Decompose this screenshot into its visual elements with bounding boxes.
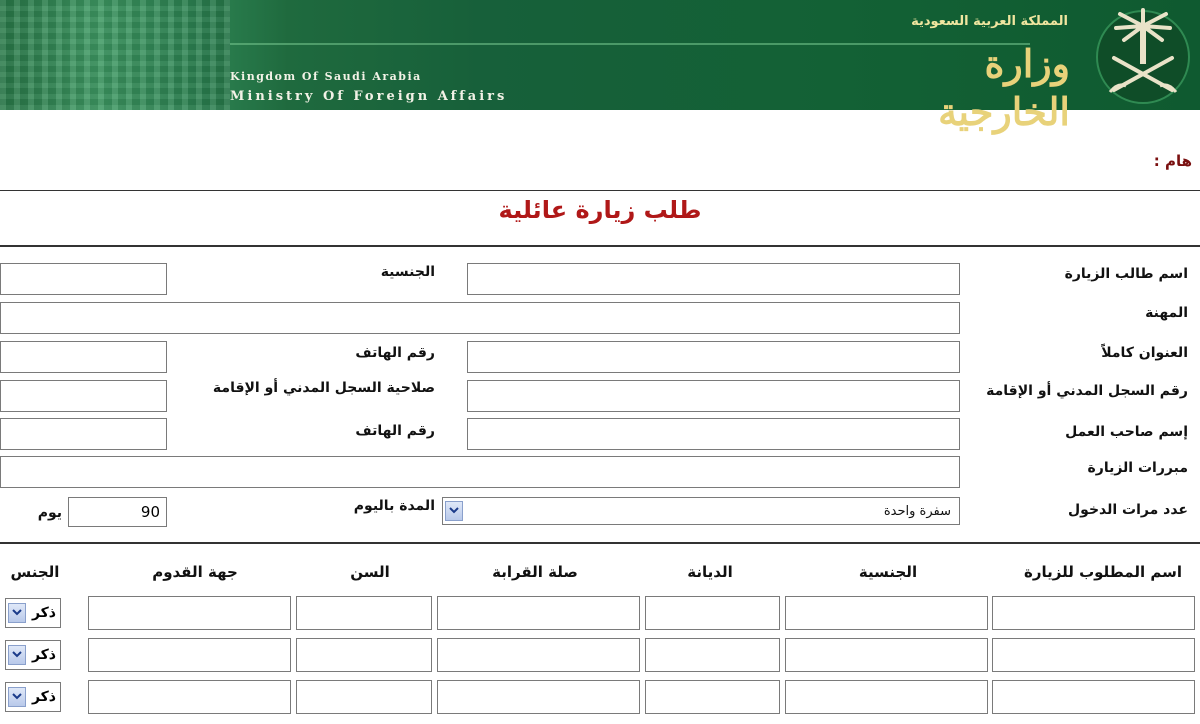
employer-name-input[interactable] [467,418,960,450]
divider [0,190,1200,191]
employer-name-label: إسم صاحب العمل [1065,424,1188,440]
form-title: طلب زيارة عائلية [498,196,702,224]
day-unit-label: يوم [37,505,62,521]
divider [0,542,1200,544]
profession-input[interactable] [0,302,960,334]
visitor-nationality-input[interactable] [785,596,988,630]
gender-selected-value: ذكر [31,605,56,621]
header-origin: جهة القدوم [152,563,238,581]
banner-english-kingdom: Kingdom Of Saudi Arabia [230,70,422,83]
header-nationality: الجنسية [858,563,918,581]
header-gender: الجنس [10,563,60,581]
civil-validity-input[interactable] [0,380,167,412]
visitor-age-input[interactable] [296,596,432,630]
visit-reasons-input[interactable] [0,456,960,488]
nationality-input[interactable] [0,263,167,295]
visitor-religion-input[interactable] [645,680,780,714]
visitor-origin-input[interactable] [88,680,291,714]
visitor-age-input[interactable] [296,638,432,672]
full-address-label: العنوان كاملاً [1101,345,1188,361]
visitor-religion-input[interactable] [645,638,780,672]
header-religion: الديانة [687,563,733,581]
visitor-origin-input[interactable] [88,596,291,630]
saudi-emblem-icon [1090,2,1196,108]
visitor-age-input[interactable] [296,680,432,714]
full-address-input[interactable] [467,341,960,373]
civil-validity-label: صلاحية السجل المدني أو الإقامة [212,380,435,396]
visitor-name-input[interactable] [992,596,1195,630]
visitor-origin-input[interactable] [88,638,291,672]
banner-arabic-ministry: وزارة الخارجية [938,41,1070,134]
visitor-nationality-input[interactable] [785,680,988,714]
visitor-nationality-input[interactable] [785,638,988,672]
gender-select[interactable] [5,682,61,712]
header-age: السن [350,563,390,581]
employer-phone-label: رقم الهاتف [355,423,435,439]
civil-id-label: رقم السجل المدني أو الإقامة [986,383,1188,399]
employer-phone-input[interactable] [0,418,167,450]
city-skyline-image [0,0,230,110]
phone-input[interactable] [0,341,167,373]
visitor-name-input[interactable] [992,680,1195,714]
applicant-name-input[interactable] [467,263,960,295]
header-visitor-name: اسم المطلوب للزيارة [1024,563,1182,581]
gender-selected-value: ذكر [31,647,56,663]
visitor-relation-input[interactable] [437,638,640,672]
chevron-down-icon[interactable] [8,645,26,665]
header-banner [0,0,1200,134]
gender-selected-value: ذكر [31,689,56,705]
entries-select[interactable] [442,497,960,525]
entries-selected-value: سفرة واحدة [883,504,951,519]
important-notice-label: هام : [1153,152,1192,170]
visitor-relation-input[interactable] [437,680,640,714]
divider [0,245,1200,247]
header-relation: صلة القرابة [492,563,578,581]
duration-label: المدة باليوم [353,498,435,514]
visitor-name-input[interactable] [992,638,1195,672]
chevron-down-icon[interactable] [445,501,463,521]
visit-reasons-label: مبررات الزيارة [1087,460,1188,476]
applicant-name-label: اسم طالب الزيارة [1064,266,1188,282]
visitor-religion-input[interactable] [645,596,780,630]
chevron-down-icon[interactable] [8,603,26,623]
banner-arabic-kingdom: المملكة العربية السعودية [911,14,1068,29]
civil-id-input[interactable] [467,380,960,412]
phone-label: رقم الهاتف [355,345,435,361]
gender-select[interactable] [5,640,61,670]
entries-label: عدد مرات الدخول [1068,502,1188,518]
gender-select[interactable] [5,598,61,628]
visitor-relation-input[interactable] [437,596,640,630]
profession-label: المهنة [1145,305,1188,321]
chevron-down-icon[interactable] [8,687,26,707]
nationality-label: الجنسية [380,264,435,280]
duration-days-input[interactable] [68,497,167,527]
banner-english-ministry: Ministry Of Foreign Affairs [230,89,508,104]
